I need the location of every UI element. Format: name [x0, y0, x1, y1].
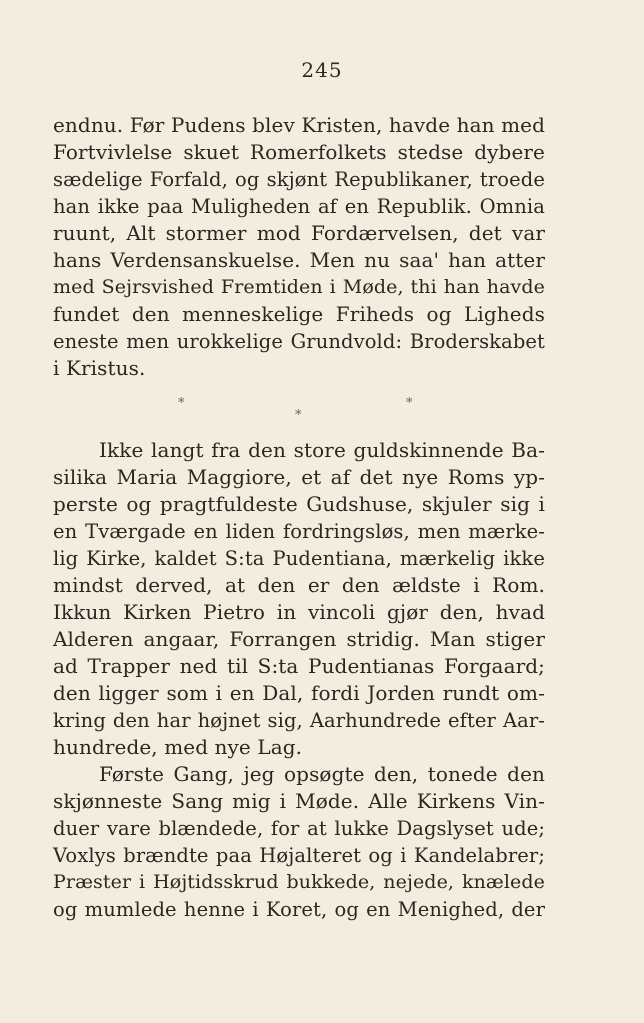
asterisk: * [406, 396, 413, 411]
text-line: en Tværgade en liden fordringsløs, men mærke- [53, 520, 545, 543]
text-line: med Sejrsvished Fremtiden i Møde, thi han havde [53, 276, 545, 298]
text-line: lig Kirke, kaldet S:ta Pudentiana, mærkelig ikke [53, 547, 545, 570]
text-line: Ikkun Kirken Pietro in vincoli gjør den, hvad [53, 600, 545, 624]
text-line: Ikke langt fra den store guldskinnende Ba- [99, 438, 545, 462]
asterisk: * [178, 396, 185, 411]
text-line: hundrede, med nye Lag. [53, 735, 303, 759]
text-line: kring den har højnet sig, Aarhundrede efter Aar- [53, 709, 545, 732]
text-line: hans Verdensanskuelse. Men nu saa' han atter [53, 248, 545, 272]
text-line: sædelige Forfald, og skjønt Republikaner, troede [53, 168, 545, 191]
text-line: Første Gang, jeg opsøgte den, tonede den [99, 762, 545, 786]
text-line: Fortvivlelse skuet Romerfolkets stedse dybere [53, 140, 545, 164]
text-line: ad Trapper ned til S:ta Pudentianas Forgaard; [53, 654, 545, 678]
section-separator [0, 396, 644, 426]
text-line: eneste men urokkelige Grundvold: Broderskabet [53, 330, 545, 353]
asterisk: * [295, 408, 302, 423]
text-line: ruunt, Alt stormer mod Fordærvelsen, det var [53, 221, 545, 245]
text-line: perste og pragtfuldeste Gudshuse, skjuler sig i [53, 492, 545, 516]
text-line: Præster i Højtidsskrud bukkede, nejede, knælede [53, 871, 545, 893]
text-line: Voxlys brændte paa Højalteret og i Kandelabrer; [53, 844, 545, 867]
text-line: silika Maria Maggiore, et af det nye Roms yp- [53, 465, 545, 489]
text-line: i Kristus. [53, 356, 146, 380]
text-line: den ligger som i en Dal, fordi Jorden rundt om- [53, 681, 545, 705]
text-line: han ikke paa Muligheden af en Republik. Omnia [53, 195, 545, 218]
text-line: mindst derved, at den er den ældste i Rom. [53, 573, 545, 597]
text-line: skjønneste Sang mig i Møde. Alle Kirkens Vin- [53, 789, 545, 813]
text-line: endnu. Før Pudens blev Kristen, havde han med [53, 113, 545, 137]
page-number: 245 [301, 58, 343, 82]
text-line: fundet den menneskelige Friheds og Ligheds [53, 302, 545, 326]
text-line: Alderen angaar, Forrangen stridig. Man stiger [53, 627, 545, 651]
text-line: og mumlede henne i Koret, og en Menighed, der [53, 898, 545, 921]
text-line: duer vare blændede, for at lukke Dagslyset ude; [53, 817, 545, 840]
